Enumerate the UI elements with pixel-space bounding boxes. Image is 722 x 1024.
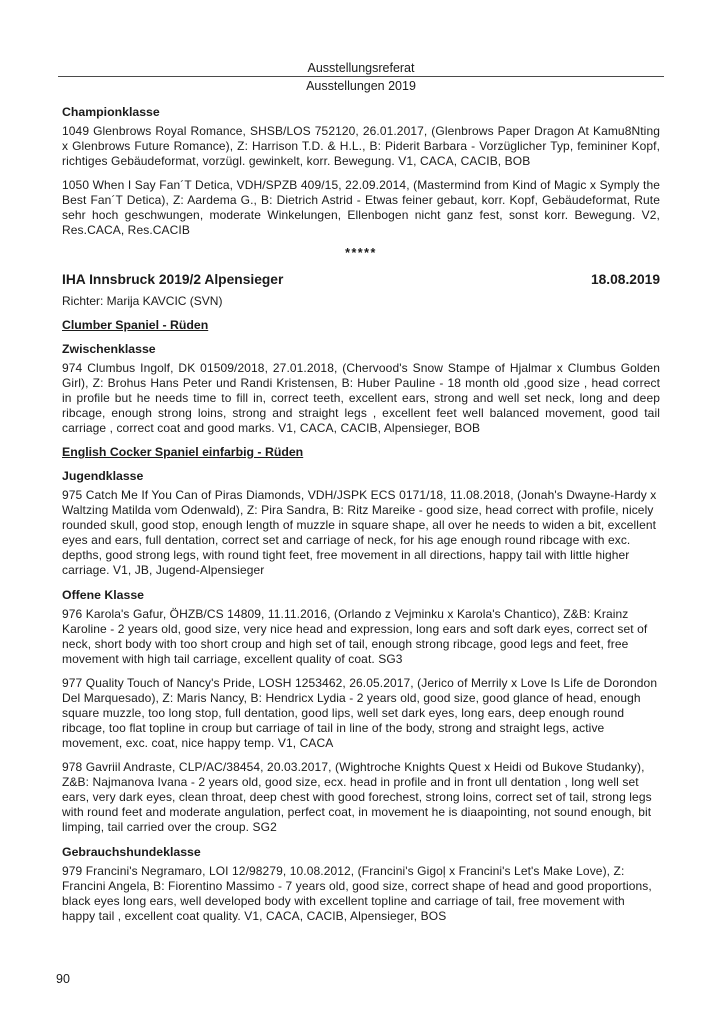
section-separator: ***** (345, 246, 377, 260)
class-heading-gebrauchshundeklasse: Gebrauchshundeklasse (62, 845, 201, 859)
entry-975: 975 Catch Me If You Can of Piras Diamonds, VDH/JSPK ECS 0171/18, 11.08.2018, (Jonah's Dwayne-Hardy x Waltzing Matilda vom Odenwald), Z: Pira Sandra, B: Ritz Mareike - good size, head correct with profile, nicely rounded skull, good stop, enough length of muzzle in square shape, all over he needs to widen a bit, excellent eyes and ears, full dentation, correct set and carriage of neck, for his age enough round ribcage with exc. depths, good strong legs, with round tight feet, free movement in all directions, happy tail with little higher carriage. V1, JB, Jugend-Alpensieger (62, 488, 657, 577)
document-body (62, 105, 660, 924)
header-subtitle: Ausstellungen 2019 (306, 79, 416, 93)
show-heading (62, 272, 660, 288)
show-date: 18.08.2019 (590, 272, 660, 287)
breed-heading-clumber-spaniel: Clumber Spaniel - Rüden (62, 318, 209, 332)
entry-1050: 1050 When I Say Fan´T Detica, VDH/SPZB 409/15, 22.09.2014, (Mastermind from Kind of Magic x Symply the Best Fan´T Detica), Z: Aardema G., B: Dietrich Astrid - Etwas feiner gebaut, korr. Kopf, Gebäudeformat, Rute sehr hoch geschwungen, moderate Winkelungen, Ellenbogen nicht ganz fest, sonst korr. Bewegung. V2, Res.CACA, Res.CACIB (62, 178, 660, 237)
page-footer (56, 972, 70, 986)
breed-heading-english-cocker-spaniel: English Cocker Spaniel einfarbig - Rüden (62, 445, 304, 459)
entry-979: 979 Francini's Negramaro, LOI 12/98279, 10.08.2012, (Francini's Gigoļ x Francini's Let's Make Love), Z: Francini Angela, B: Fiorentino Massimo - 7 years old, good size, correct shape of head and good proportions, black eyes long ears, well developed body with excellent topline and carriage of tail, free movement with happy tail , excellent coat quality. V1, CACA, CACIB, Alpensieger, BOS (62, 864, 652, 923)
judge-line: Richter: Marija KAVCIC (SVN) (62, 294, 223, 308)
entry-974: 974 Clumbus Ingolf, DK 01509/2018, 27.01.2018, (Chervood's Snow Stampe of Hjalmar x Clumbus Golden Girl), Z: Brohus Hans Peter und Randi Kristensen, B: Huber Pauline - 18 month old ,good size , head correct in profile but he needs time to fill in, correct teeth, excellent ears, strong and well set neck, long and deep ribcage, enough strong loins, strong and straight legs , excellent feet well balanced movement, good tail carriage , correct coat and good marks. V1, CACA, CACIB, Alpensieger, BOB (62, 361, 660, 435)
header-title: Ausstellungsreferat (307, 61, 415, 75)
page-number: 90 (56, 972, 70, 986)
show-title: IHA Innsbruck 2019/2 Alpensieger (62, 272, 284, 287)
class-heading-jugendklasse: Jugendklasse (62, 469, 144, 483)
class-heading-offene-klasse: Offene Klasse (62, 588, 145, 602)
class-heading-zwischenklasse: Zwischenklasse (62, 342, 156, 356)
header-divider (58, 76, 664, 77)
entry-1049: 1049 Glenbrows Royal Romance, SHSB/LOS 752120, 26.01.2017, (Glenbrows Paper Dragon At Kamu8Nting x Glenbrows Future Romance), Z: Harrison T.D. & H.L., B: Piderit Barbara - Vorzüglicher Typ, femininer Kopf, richtiges Gebäudeformat, vorzügl. gewinkelt, korr. Bewegung. V1, CACA, CACIB, BOB (62, 124, 660, 168)
page-header (58, 0, 664, 94)
entry-978: 978 Gavriil Andraste, CLP/AC/38454, 20.03.2017, (Wightroche Knights Quest x Heidi od Bukove Studanky), Z&B: Najmanova Ivana - 2 years old, good size, ecx. head in profile and in front ull dentation , long well set ears, very dark eyes, clean throat, deep chest with good forechest, strong loins, correct set of tail, strong legs with round feet and moderate angulation, perfect coat, in movement he is diaapointing, not sound enough, bit limping, tail carried over the croup. SG2 (62, 760, 652, 834)
entry-976: 976 Karola's Gafur, ÖHZB/CS 14809, 11.11.2016, (Orlando z Vejminku x Karola's Chantico), Z&B: Krainz Karoline - 2 years old, good size, very nice head and expression, long ears and soft dark eyes, correct set of neck, short body with too short croup and high set of tail, enough strong ribcage, good legs and feet, free movement with high tail carriage, excellent quality of coat. SG3 (62, 607, 648, 666)
class-heading-championklasse: Championklasse (62, 105, 160, 119)
entry-977: 977 Quality Touch of Nancy's Pride, LOSH 1253462, 26.05.2017, (Jerico of Merrily x Love Is Life de Dorondon Del Marquesado), Z: Maris Nancy, B: Hendricx Lydia - 2 years old, good size, good glance of head, enough square muzzle, too long stop, full dentation, good lips, well set dark eyes, long ears, deep enough round ribcage, too flat topline in croup but carriage of tail in line of the body, strong and straight legs, active movement, exc. coat, nice happy temp. V1, CACA (62, 676, 658, 750)
